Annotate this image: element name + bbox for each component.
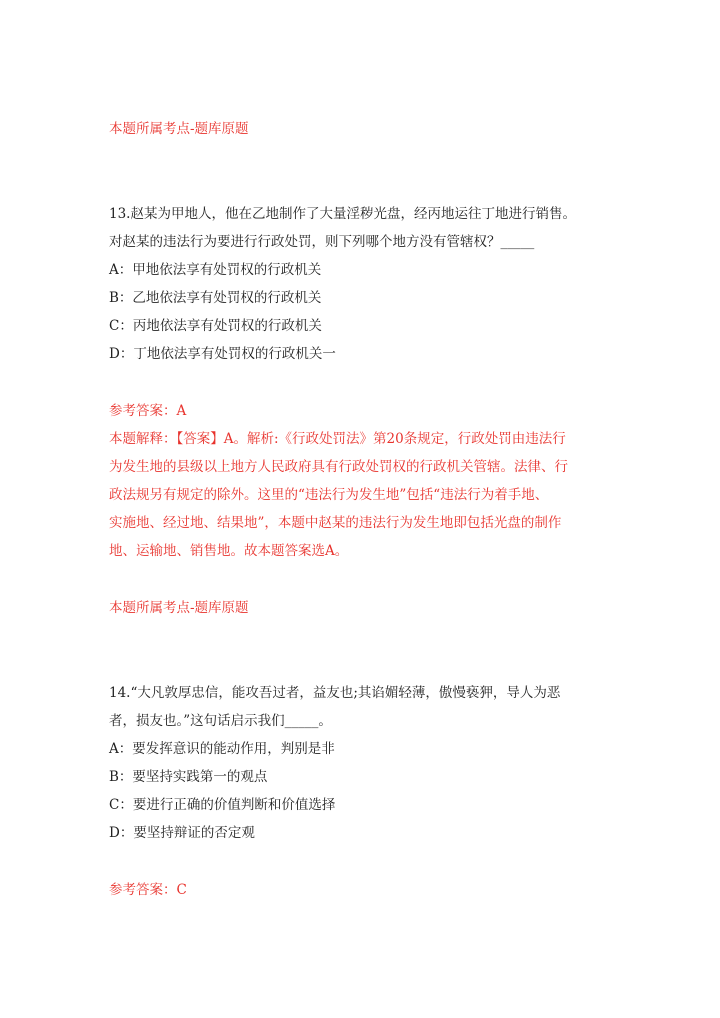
source-label-top: 本题所属考点-题库原题 (109, 121, 249, 137)
question-13-explanation-line-3: 政法规另有规定的除外。这里的“违法行为发生地”包括“违法行为着手地、 (109, 487, 549, 503)
question-13-explanation-line-4: 实施地、经过地、结果地”，本题中赵某的违法行为发生地即包括光盘的制作 (109, 515, 562, 531)
question-13-source-label: 本题所属考点-题库原题 (109, 600, 249, 616)
question-13-option-b: B：乙地依法享有处罚权的行政机关 (109, 290, 322, 306)
question-13-text-line-2: 对赵某的违法行为要进行行政处罚，则下列哪个地方没有管辖权？_____ (109, 234, 535, 250)
question-13-text-line-1: 13.赵某为甲地人，他在乙地制作了大量淫秽光盘，经丙地运往丁地进行销售。 (109, 206, 576, 222)
question-13-explanation-line-1: 本题解释：【答案】A。解析:《行政处罚法》第20条规定，行政处罚由违法行 (109, 431, 566, 447)
question-13-option-d: D：丁地依法享有处罚权的行政机关一 (109, 346, 336, 362)
question-14-answer: 参考答案：C (109, 882, 187, 898)
question-14-text-line-2: 者，损友也。”这句话启示我们_____。 (109, 713, 332, 729)
question-14-option-d: D：要坚持辩证的否定观 (109, 825, 255, 841)
question-14-option-c: C：要进行正确的价值判断和价值选择 (109, 797, 336, 813)
question-13-answer: 参考答案：A (109, 403, 187, 419)
question-13-option-a: A：甲地依法享有处罚权的行政机关 (109, 262, 322, 278)
question-13-option-c: C：丙地依法享有处罚权的行政机关 (109, 318, 322, 334)
question-13-explanation-line-2: 为发生地的县级以上地方人民政府具有行政处罚权的行政机关管辖。法律、行 (109, 459, 568, 475)
question-14-text-line-1: 14.“大凡敦厚忠信，能攻吾过者，益友也;其谄媚轻薄，傲慢亵狎，导人为恶 (109, 685, 561, 701)
question-14-option-a: A：要发挥意识的能动作用，判别是非 (109, 741, 335, 757)
question-13-explanation-line-5: 地、运输地、销售地。故本题答案选A。 (109, 543, 349, 559)
question-14-option-b: B：要坚持实践第一的观点 (109, 769, 268, 785)
